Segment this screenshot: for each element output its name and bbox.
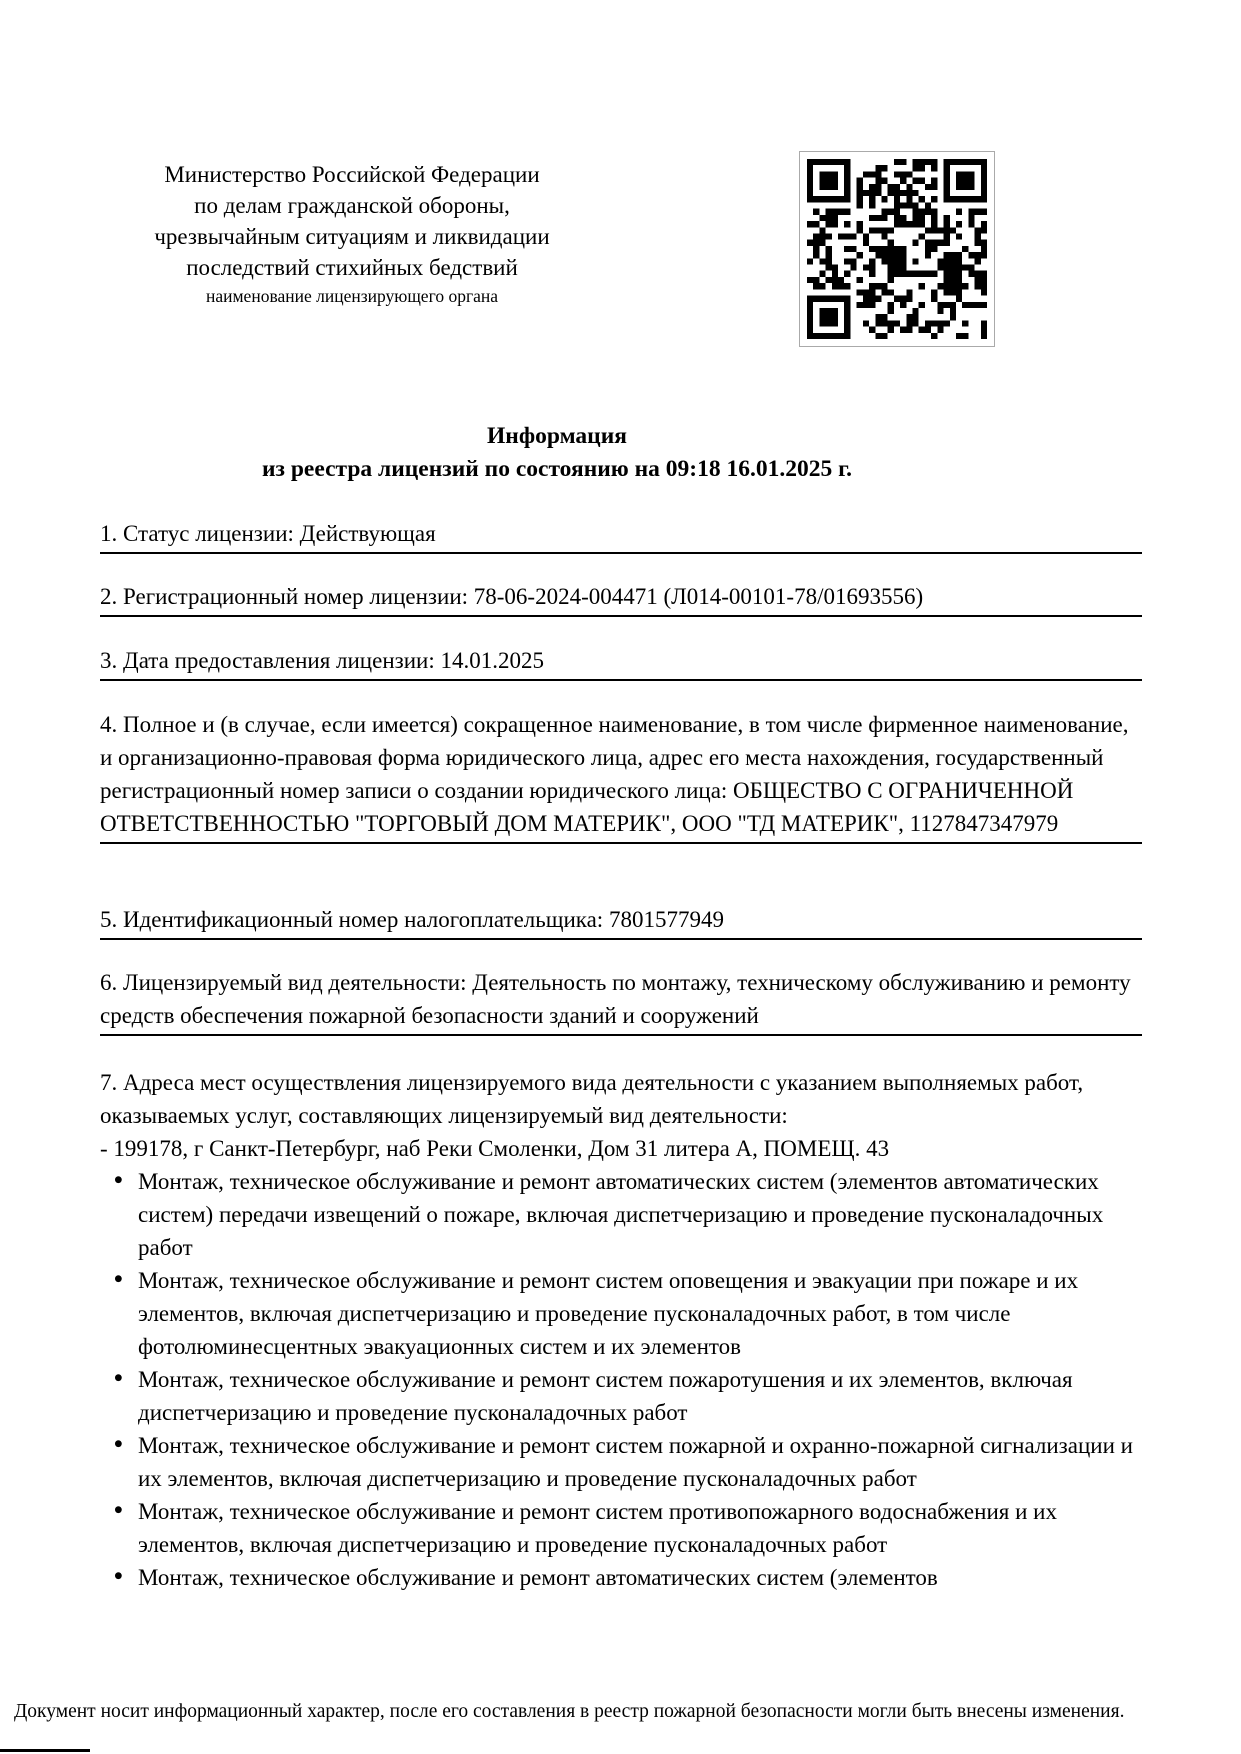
document-title (0, 420, 1114, 486)
licensing-authority-block (96, 159, 608, 307)
work-item: • Монтаж, техническое обслуживание и ремонт систем оповещения и эвакуации при пожаре и их элементов, включая диспетчеризацию и проведение пусконаладочных работ, в том числе фотолюминесцентных эвакуационных систем и их элементов (114, 1264, 1142, 1363)
footer-disclaimer: Документ носит информационный характер, после его составления в реестр пожарной безопасности могли быть внесены изменения. (14, 1701, 1125, 1722)
grant-date-field: 3. Дата предоставления лицензии: 14.01.2025 (100, 644, 1142, 681)
addresses-section (100, 1066, 1142, 1594)
ministry-name-line-1: Министерство Российской Федерации (164, 162, 540, 187)
licensing-authority-caption: наименование лицензирующего органа (205, 286, 499, 306)
works-list (100, 1165, 1142, 1594)
license-status-field: 1. Статус лицензии: Действующая (100, 517, 1142, 554)
activity-type-field: 6. Лицензируемый вид деятельности: Деятельность по монтажу, техническому обслуживанию и ремонту средств обеспечения пожарной безопасности зданий и сооружений (100, 966, 1142, 1036)
document-title-line: Информация (487, 423, 627, 449)
legal-entity-field: 4. Полное и (в случае, если имеется) сокращенное наименование, в том числе фирменное наименование, и организационно-правовая форма юридического лица, адрес его места нахождения, государственный регистрационный номер записи о создании юридического лица: ОБЩЕСТВО С ОГРАНИЧЕННОЙ ОТВЕТСТВЕННОСТЬЮ "ТОРГОВЫЙ ДОМ МАТЕРИК", ООО "ТД МАТЕРИК", 1127847347979 (100, 708, 1142, 844)
ministry-name-line-3: чрезвычайным ситуациям и ликвидации (154, 224, 550, 249)
document-subtitle-line: из реестра лицензий по состоянию на 09:18 16.01.2025 г. (262, 456, 852, 482)
qr-code-icon (799, 151, 995, 347)
inn-field: 5. Идентификационный номер налогоплательщика: 7801577949 (100, 903, 1142, 940)
registration-number-field: 2. Регистрационный номер лицензии: 78-06-2024-004471 (Л014-00101-78/01693556) (100, 580, 1142, 617)
ministry-name-line-2: по делам гражданской обороны, (194, 193, 510, 218)
page-bottom-rule (0, 1749, 90, 1752)
work-item: • Монтаж, техническое обслуживание и ремонт систем пожарной и охранно-пожарной сигнализации и их элементов, включая диспетчеризацию и проведение пусконаладочных работ (114, 1429, 1142, 1495)
addresses-intro: 7. Адреса мест осуществления лицензируемого вида деятельности с указанием выполняемых работ, оказываемых услуг, составляющих лицензируемый вид деятельности: (100, 1070, 1084, 1128)
address-line: - 199178, г Санкт-Петербург, наб Реки Смоленки, Дом 31 литера А, ПОМЕЩ. 43 (100, 1136, 890, 1161)
work-item: • Монтаж, техническое обслуживание и ремонт систем противопожарного водоснабжения и их элементов, включая диспетчеризацию и проведение пусконаладочных работ (114, 1495, 1142, 1561)
work-item: • Монтаж, техническое обслуживание и ремонт систем пожаротушения и их элементов, включая диспетчеризацию и проведение пусконаладочных работ (114, 1363, 1142, 1429)
ministry-name-line-4: последствий стихийных бедствий (186, 255, 518, 280)
work-item: • Монтаж, техническое обслуживание и ремонт автоматических систем (элементов (114, 1561, 1142, 1594)
work-item: • Монтаж, техническое обслуживание и ремонт автоматических систем (элементов автоматических систем) передачи извещений о пожаре, включая диспетчеризацию и проведение пусконаладочных работ (114, 1165, 1142, 1264)
